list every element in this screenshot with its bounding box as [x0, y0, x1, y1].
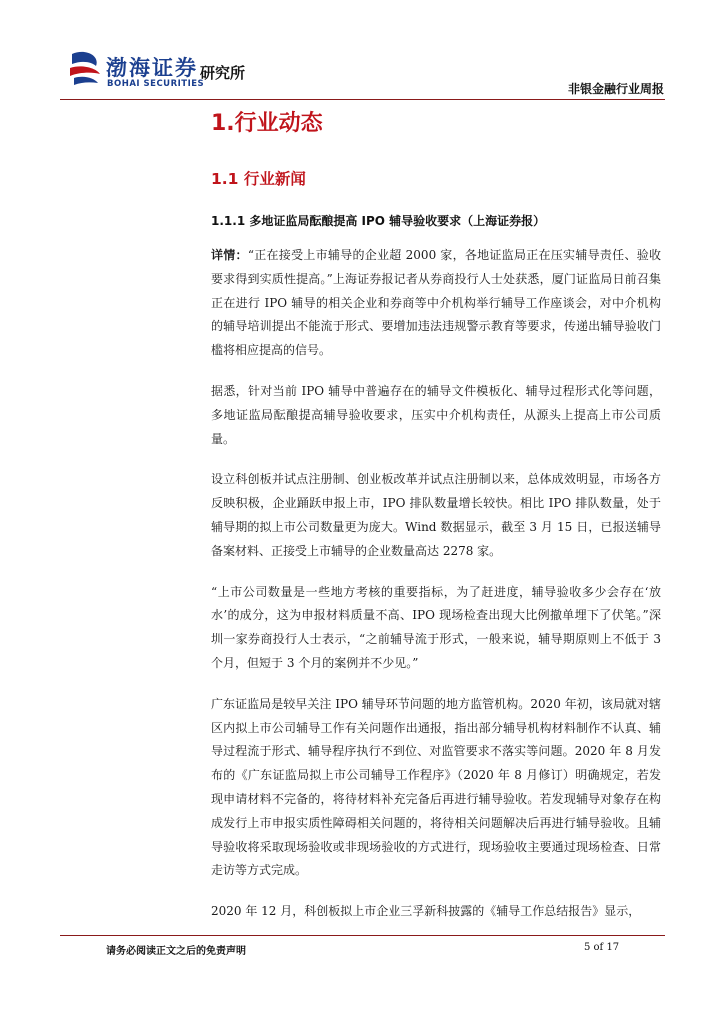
page-footer: [0, 930, 724, 970]
paragraph: 设立科创板并试点注册制、创业板改革并试点注册制以来，总体成效明显，市场各方反映积极，企业踊跃申报上市，IPO 排队数量增长较快。相比 IPO 排队数量，处于辅导期的拟上市公司数量更为庞大。Wind 数据显示，截至 3 月 15 日，已报送辅导备案材料、正接受上市辅导的企业数量高达 2278 家。: [211, 472, 661, 558]
footer-divider: [60, 935, 665, 936]
details-label: 详情：: [211, 248, 248, 262]
paragraph: 据悉，针对当前 IPO 辅导中普遍存在的辅导文件模板化、辅导过程形式化等问题，多地证监局酝酿提高辅导验收要求，压实中介机构责任，从源头上提高上市公司质量。: [211, 383, 661, 446]
institute-label: 研究所: [200, 64, 246, 82]
main-content: [211, 106, 661, 924]
article-heading: 1.1.1 多地证监局酝酿提高 IPO 辅导验收要求（上海证券报）: [211, 214, 546, 228]
page-number: 5 of 17: [584, 942, 620, 953]
section-heading: 1.行业动态: [211, 111, 323, 136]
page-header: [0, 0, 724, 100]
logo-english-name: BOHAI SECURITIES: [107, 79, 205, 89]
report-type: 非银金融行业周报: [567, 82, 664, 96]
header-divider: [60, 99, 665, 100]
paragraph: 2020 年 12 月，科创板拟上市企业三孚新科披露的《辅导工作总结报告》显示，: [211, 904, 641, 919]
disclaimer-note: 请务必阅读正文之后的免责声明: [106, 946, 246, 957]
paragraph: 广东证监局是较早关注 IPO 辅导环节问题的地方监管机构。2020 年初，该局就对辖区内拟上市公司辅导工作有关问题作出通报，指出部分辅导机构材料制作不认真、辅导过程流于形式、辅导程序执行不到位、对监管要求不落实等问题。2020 年 8 月发布的《广东证监局拟上市公司辅导工作程序》（2020 年 8 月修订）明确规定，若发现申请材料不完备的，将待材料补充完备后再进行辅导验收。若发现辅导对象存在构成发行上市申报实质性障碍相关问题的，将待相关问题解决后再进行辅导验收。且辅导验收将采取现场验收或非现场验收的方式进行，现场验收主要通过现场检查、日常走访等方式完成。: [211, 696, 661, 878]
paragraph-details: [211, 244, 661, 363]
bohai-logo-icon: [66, 50, 104, 86]
details-body: “正在接受上市辅导的企业超 2000 家，各地证监局正在压实辅导责任、验收要求得到实质性提高。”上海证券报记者从券商投行人士处获悉，厦门证监局日前召集正在进行 IPO 辅导的相关企业和券商等中介机构举行辅导工作座谈会，对中介机构的辅导培训提出不能流于形式、要增加违法违规警示教育等要求，传递出辅导验收门槛将相应提高的信号。: [211, 248, 661, 358]
logo-chinese-name: 渤海证券: [106, 56, 198, 80]
paragraph-quote: “上市公司数量是一些地方考核的重要指标，为了赶进度，辅导验收多少会存在‘放水’的成分，这为申报材料质量不高、IPO 现场检查出现大比例撤单埋下了伏笔。”深圳一家券商投行人士表示，“之前辅导流于形式，一般来说，辅导期原则上不低于 3 个月，但短于 3 个月的案例并不少见。”: [211, 584, 661, 670]
subsection-heading: 1.1 行业新闻: [211, 170, 306, 188]
